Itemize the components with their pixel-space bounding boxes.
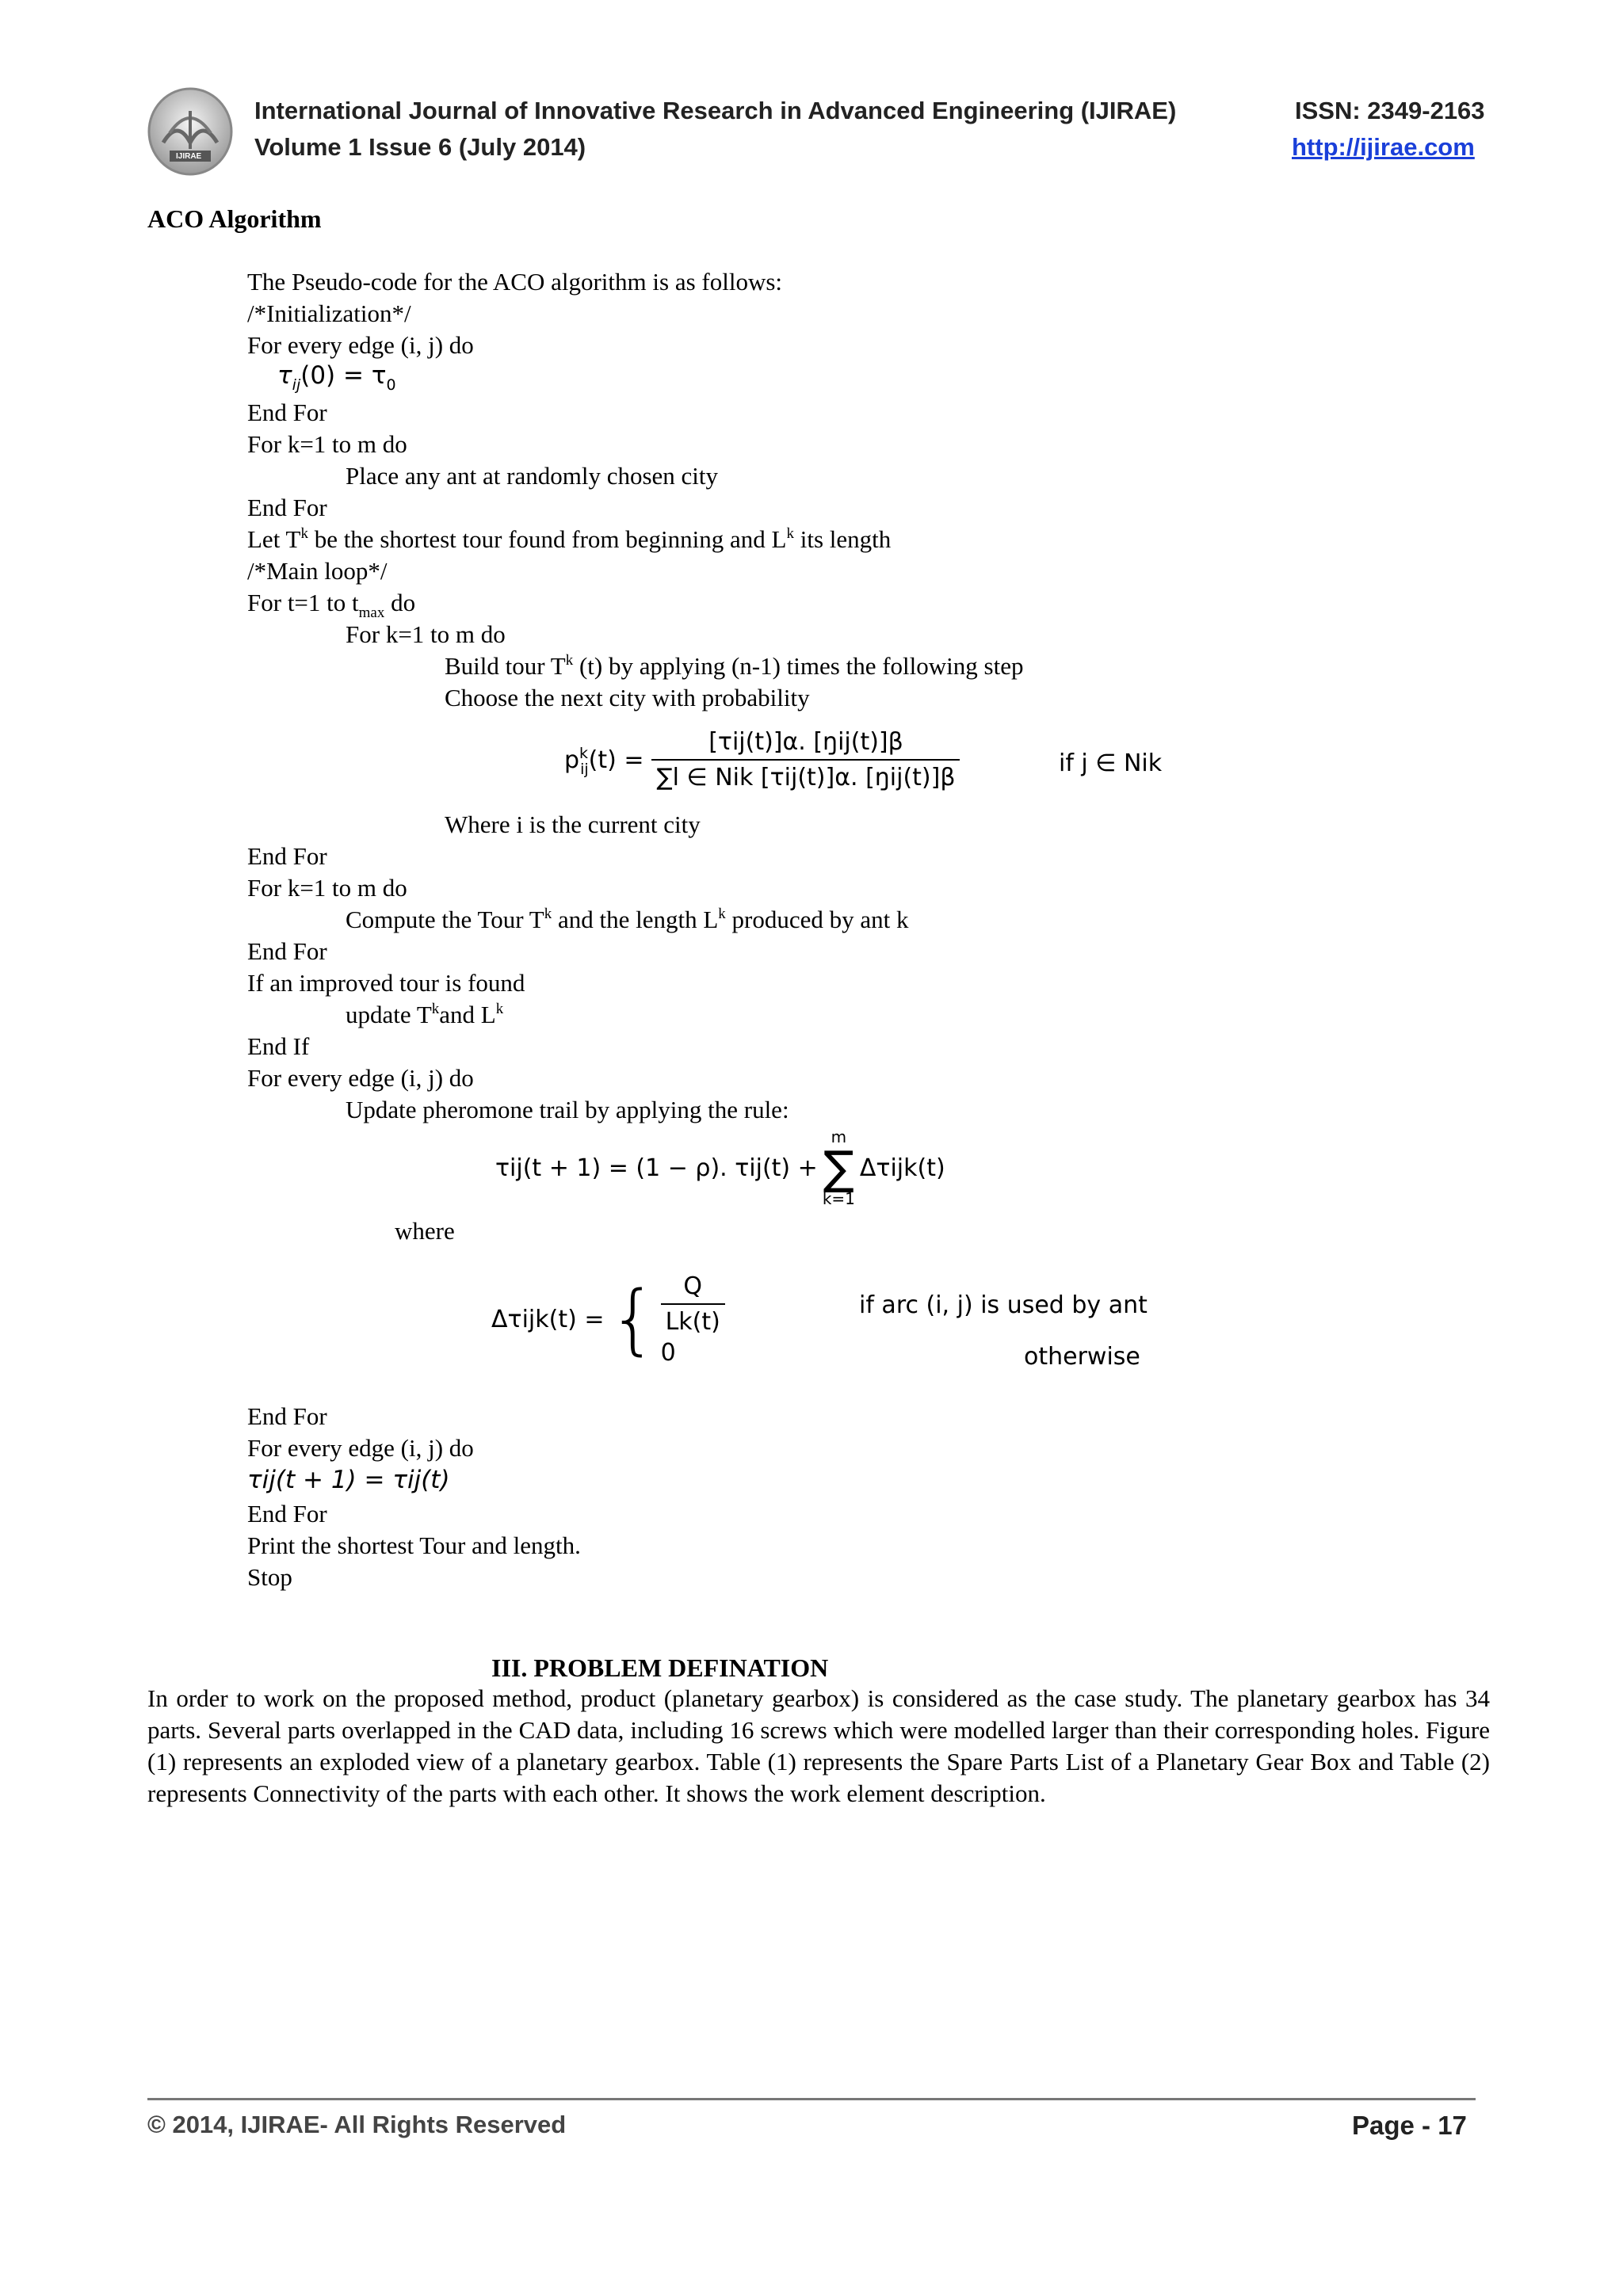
formula-init: $\tau_{ij}(0) = \tau_0$ (277, 361, 396, 394)
code-end-for: End For (247, 937, 327, 965)
formula-final: τij(t + 1) = τij(t) (247, 1466, 450, 1494)
delta-condition-used: if arc (i, j) is used by ant (859, 1291, 1148, 1319)
code-if-improved: If an improved tour is found (247, 969, 525, 997)
code-intro: The Pseudo-code for the ACO algorithm is as follows: (247, 268, 783, 296)
code-print: Print the shortest Tour and length. (247, 1531, 581, 1559)
code-end-for: End For (247, 494, 327, 521)
code-let-tour: Let $T^k$ be the shortest tour found from beginning and $L^k$ its length (247, 525, 892, 553)
code-end-if: End If (247, 1032, 310, 1060)
code-place-ant: Place any ant at randomly chosen city (346, 462, 719, 490)
delta-brace: { (609, 1275, 658, 1363)
code-for-k: For k=1 to m do (247, 874, 407, 902)
code-end-for: End For (247, 1402, 327, 1430)
code-for-every-edge: For every edge (i, j) do (247, 331, 474, 359)
code-main-comment: /*Main loop*/ (247, 557, 388, 585)
formula-probability (564, 716, 960, 803)
code-update-tour: update $T^kand$ $L^k$ (346, 1001, 504, 1028)
delta-zero: 0 (660, 1338, 676, 1367)
formula-update (495, 1120, 945, 1215)
footer-copyright: © 2014, IJIRAE- All Rights Reserved (147, 2111, 567, 2138)
update-lhs: τij(t + 1) = (1 − ρ). τij(t) + (495, 1154, 818, 1182)
delta-fraction (661, 1272, 725, 1336)
code-for-t: For t=1 to $t_{max}$ do (247, 589, 416, 621)
code-end-for: End For (247, 842, 327, 870)
code-compute-tour: Compute the Tour $T^k$ and the length $L^k$ produced by ant k (346, 906, 909, 933)
delta-lhs: Δτijk(t) = (491, 1305, 605, 1333)
code-stop: Stop (247, 1563, 292, 1591)
journal-title: International Journal of Innovative Research in Advanced Engineering (IJIRAE) (254, 97, 1177, 124)
page-number: Page - 17 (1352, 2111, 1467, 2140)
section3-body: In order to work on the proposed method, product (planetary gearbox) is considered as the case study. The planetary gearbox has 34 parts. Several parts overlapped in the CAD data, including 16 screws which were modelled larger than their corresponding holes. Figure (1) represents an exploded view of a planetary gearbox. Table (1) represents the Spare Parts List of a Planetary Gear Box and Table (2) represents Connectivity of the parts with each other. It shows the work element description. (147, 1684, 1490, 1807)
code-for-every-edge: For every edge (i, j) do (247, 1064, 474, 1092)
issn: ISSN: 2349-2163 (1295, 97, 1485, 124)
delta-denominator: Lk(t) (661, 1303, 725, 1336)
prob-condition: if j ∈ Nik (1059, 749, 1163, 777)
section3-title: III. PROBLEM DEFINATION (491, 1653, 829, 1682)
logo-text: IJIRAE (176, 152, 202, 161)
summation: m ∑ k=1 (822, 1127, 855, 1208)
prob-lhs: $p^k_{ij}(t)$ = (564, 744, 644, 778)
footer-divider (147, 2098, 1476, 2100)
code-update-rule: Update pheromone trail by applying the rule: (346, 1096, 789, 1123)
prob-fraction (651, 728, 960, 791)
delta-numerator: Q (683, 1272, 702, 1300)
journal-link[interactable]: http://ijirae.com (1292, 133, 1475, 161)
code-for-every-edge: For every edge (i, j) do (247, 1434, 474, 1462)
code-for-k: For k=1 to m do (346, 620, 506, 648)
journal-logo (146, 87, 235, 176)
prob-numerator: [τij(t)]α. [ŋij(t)]β (708, 728, 903, 756)
journal-logo-icon (146, 87, 235, 176)
formula-delta (491, 1268, 725, 1371)
code-end-for: End For (247, 399, 327, 426)
code-where-city: Where i is the current city (445, 810, 701, 838)
delta-condition-otherwise: otherwise (1024, 1343, 1140, 1371)
code-init-comment: /*Initialization*/ (247, 299, 411, 327)
volume-info: Volume 1 Issue 6 (July 2014) (254, 133, 586, 161)
code-for-k: For k=1 to m do (247, 430, 407, 458)
code-build-tour: Build tour $T^k$ (t) by applying (n-1) times the following step (445, 652, 1024, 680)
code-where: where (395, 1217, 455, 1245)
code-end-for: End For (247, 1500, 327, 1527)
section-title: ACO Algorithm (147, 204, 322, 233)
code-choose: Choose the next city with probability (445, 684, 810, 711)
update-rhs: Δτijk(t) (859, 1154, 945, 1182)
prob-denominator: ∑l ∈ Nik [τij(t)]α. [ŋij(t)]β (651, 759, 960, 791)
